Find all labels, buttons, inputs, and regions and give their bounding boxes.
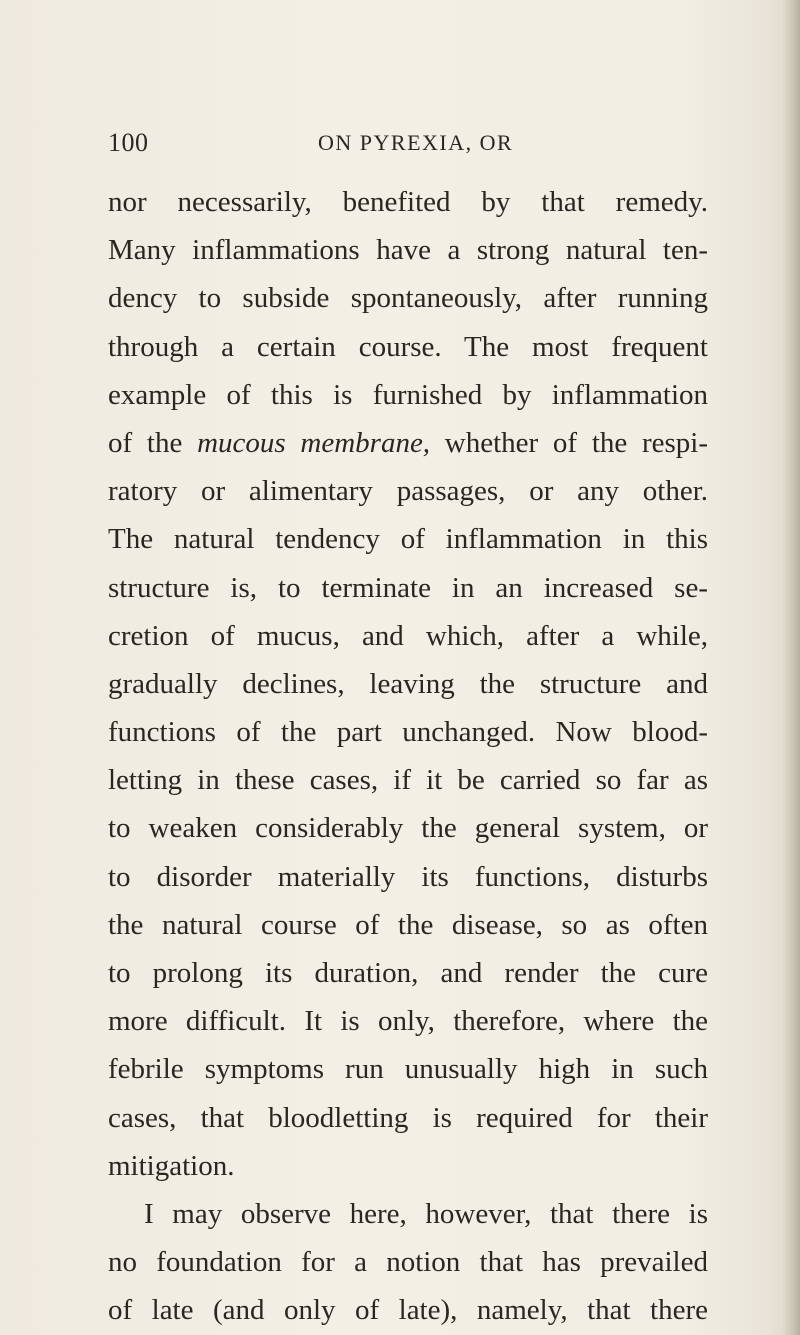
text-segment: whether of the respi- [430,426,709,459]
text-line: to disorder materially its functions, disturbs [108,860,708,893]
italic-term: mucous membrane, [197,426,431,459]
text-line: ratory or alimentary passages, or any other. [108,475,708,508]
text-line: to prolong its duration, and render the cure [108,957,708,989]
text-segment: of the [108,426,198,459]
text-line: no foundation for a notion that has prevailed [108,1246,708,1279]
text-line: through a certain course. The most frequent [108,330,708,363]
text-line: febrile symptoms run unusually high in such [108,1053,708,1086]
page-number: 100 [108,128,149,157]
text-line: I may observe here, however, that there is [144,1197,708,1230]
text-line: of late (and only of late), namely, that there [108,1294,708,1327]
text-line: more difficult. It is only, therefore, where the [108,1005,708,1038]
text-line: example of this is furnished by inflammation [108,378,708,411]
text-line: structure is, to terminate in an increased se- [108,571,708,604]
text-line: The natural tendency of inflammation in this [108,523,708,556]
text-line: cretion of mucus, and which, after a while, [108,619,708,652]
body-text [108,178,708,1335]
page-edge-shadow [782,0,800,1335]
text-line: cases, that bloodletting is required for their [108,1101,708,1134]
text-line: to weaken considerably the general system, or [108,812,708,845]
text-line: Many inflammations have a strong natural ten- [108,234,708,267]
running-head: ON PYREXIA, OR [318,130,514,155]
text-line: functions of the part unchanged. Now blood- [108,716,708,749]
text-line: nor necessarily, benefited by that remedy. [108,186,708,218]
page-header [108,128,708,168]
text-line: gradually declines, leaving the structure and [108,667,708,700]
text-line [108,419,708,467]
text-line: mitigation. [108,1149,235,1182]
text-line: letting in these cases, if it be carried so far as [108,764,708,797]
text-line: the natural course of the disease, so as often [108,908,708,941]
text-line: dency to subside spontaneously, after running [108,282,708,315]
